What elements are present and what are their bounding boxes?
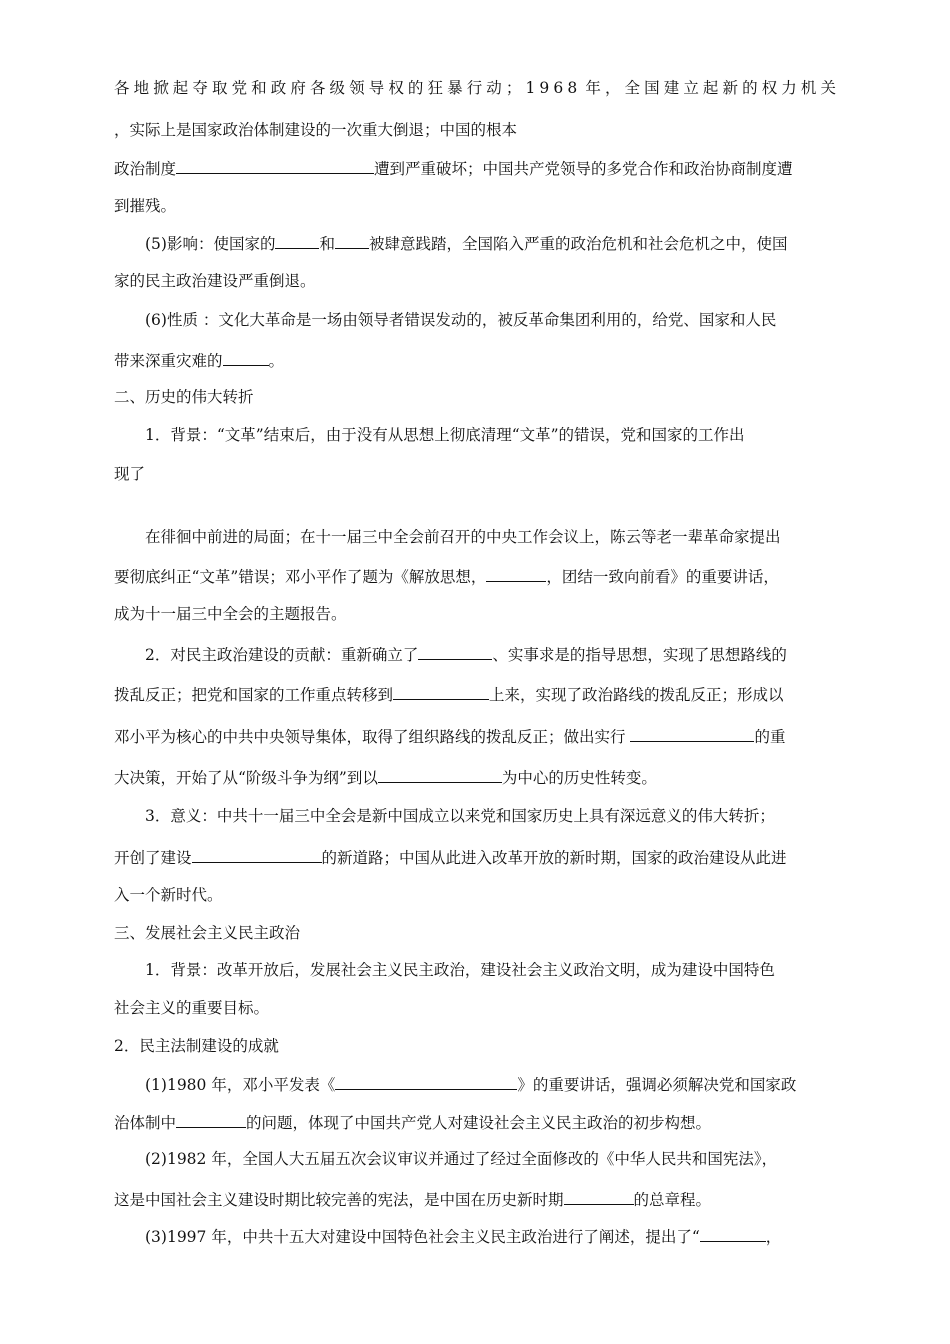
fill-blank[interactable] (275, 232, 319, 249)
fill-blank[interactable] (378, 766, 502, 783)
line-text: 开创了建设 (114, 849, 192, 867)
char: ； (505, 79, 522, 97)
text-line (114, 846, 787, 868)
line-text: 。 (268, 352, 285, 370)
char: 暴 (447, 79, 463, 97)
text-line (114, 885, 223, 905)
text-line (145, 310, 776, 330)
text-line (114, 271, 316, 291)
text-line (145, 232, 788, 254)
line-text: ，团结一致向前看》的重要讲话， (546, 568, 779, 586)
char: 的 (407, 79, 424, 97)
char: 8 (567, 79, 578, 97)
char: 各 (309, 79, 326, 97)
text-line (145, 960, 775, 980)
char: 力 (781, 79, 797, 97)
char: 行 (466, 79, 483, 97)
line-text: 社会主义的重要目标。 (114, 999, 270, 1017)
line-text: 》的重要讲话，强调必须解决党和国家政 (517, 1076, 797, 1094)
line-text: 带来深重灾难的 (114, 352, 223, 370)
fill-blank[interactable] (176, 1111, 246, 1128)
char: 立 (683, 79, 699, 97)
fill-blank[interactable] (335, 232, 369, 249)
text-line (114, 196, 176, 216)
line-text: 现了 (114, 465, 146, 483)
char: 夺 (192, 79, 208, 97)
text-line (114, 604, 347, 624)
text-line (114, 725, 785, 747)
line-text: 1．背景：“文革”结束后，由于没有从思想上彻底清理“文革”的错误，党和国家的工作出 (145, 426, 745, 444)
char: 地 (133, 79, 150, 97)
fill-blank[interactable] (418, 643, 492, 660)
text-line (114, 120, 517, 140)
char: 建 (663, 79, 680, 97)
char: 领 (349, 79, 365, 97)
line-text: (6)性质 ：文化大革命是一场由领导者错误发动的，被反革命集团利用的，给党、国家和人民 (145, 311, 777, 329)
text-line (114, 464, 145, 484)
char: 机 (800, 79, 817, 97)
fill-blank[interactable] (393, 683, 489, 700)
char: 权 (388, 79, 404, 97)
line-text: 在徘徊中前进的局面；在十一届三中全会前召开的中央工作会议上，陈云等老一辈革命家提出 (145, 528, 781, 546)
text-line (114, 683, 784, 705)
line-text: 大决策，开始了从“阶级斗争为纲”到以 (114, 769, 378, 787)
line-text: 上来，实现了政治路线的拨乱反正；形成以 (489, 686, 784, 704)
line-text: 要彻底纠正“文革”错误；邓小平作了题为《解放思想， (114, 568, 487, 586)
char: 动 (486, 79, 502, 97)
line-text: 邓小平为核心的中共中央领导集体，取得了组织路线的拨乱反正；做出实行 (114, 728, 631, 746)
fill-blank[interactable] (223, 349, 269, 366)
char: 狂 (427, 79, 444, 97)
char: 掀 (153, 79, 169, 97)
char: 的 (742, 79, 758, 97)
fill-blank[interactable] (700, 1225, 766, 1242)
line-text: 为中心的历史性转变。 (501, 769, 657, 787)
line-text: 入一个新时代。 (114, 886, 223, 904)
char: 政 (270, 79, 287, 97)
text-line (145, 1225, 781, 1247)
line-text: 、实事求是的指导思想，实现了思想路线的 (492, 646, 787, 664)
line-text: 政治制度 (114, 160, 177, 178)
text-line (145, 643, 787, 665)
line-text: ，实际上是国家政治体制建设的一次重大倒退；中国的根本 (114, 121, 518, 139)
char: 6 (553, 79, 564, 97)
line-text: 3．意义：中共十一届三中全会是新中国成立以来党和国家历史上具有深远意义的伟大转折； (145, 807, 775, 825)
line-text: (2)1982 年，全国人大五届五次会议审议并通过了经过全面修改的《中华人民共和国宪法》， (145, 1150, 778, 1168)
text-line (145, 425, 745, 445)
line-text: 的新道路；中国从此进入改革开放的新时期，国家的政治建设从此进 (321, 849, 787, 867)
char: 9 (539, 79, 550, 97)
fill-blank[interactable] (176, 157, 374, 174)
fill-blank[interactable] (335, 1073, 517, 1090)
text-line (145, 527, 781, 547)
fill-blank[interactable] (564, 1188, 634, 1205)
heading-text: 三、发展社会主义民主政治 (114, 924, 301, 942)
line-text: 的问题，体现了中国共产党人对建设社会主义民主政治的初步构想。 (246, 1114, 712, 1132)
char: 年 (585, 79, 601, 97)
fill-blank[interactable] (192, 846, 322, 863)
line-text: ， (765, 1228, 782, 1246)
char: 新 (722, 79, 739, 97)
line-text: 和 (319, 235, 335, 253)
line-text: (3)1997 年，中共十五大对建设中国特色社会主义民主政治进行了阐述，提出了“ (145, 1228, 700, 1246)
text-line (114, 1111, 711, 1133)
char: 级 (329, 79, 346, 97)
line-text: (5)影响：使国家的 (145, 235, 276, 253)
line-text: (1)1980 年，邓小平发表《 (145, 1076, 336, 1094)
line-text: 家的民主政治建设严重倒退。 (114, 272, 316, 290)
char: 关 (820, 79, 836, 97)
fill-blank[interactable] (630, 725, 754, 742)
section-heading (114, 387, 254, 407)
text-line (145, 806, 775, 826)
text-line (114, 78, 836, 98)
text-line (114, 998, 269, 1018)
line-text: 被肆意践踏，全国陷入严重的政治危机和社会危机之中，使国 (368, 235, 788, 253)
char: 起 (702, 79, 719, 97)
char: 起 (172, 79, 189, 97)
text-line (114, 157, 793, 179)
text-line (114, 766, 657, 788)
char: ， (604, 79, 621, 97)
text-line (145, 1149, 777, 1169)
line-text: 1．背景：改革开放后，发展社会主义民主政治，建设社会主义政治文明，成为建设中国特色 (145, 961, 775, 979)
text-line (114, 349, 284, 371)
char: 各 (114, 79, 130, 97)
line-text: 2．民主法制建设的成就 (114, 1037, 279, 1055)
char: 党 (231, 79, 248, 97)
line-text: 拨乱反正；把党和国家的工作重点转移到 (114, 686, 394, 704)
char: 和 (251, 79, 267, 97)
line-text: 这是中国社会主义建设时期比较完善的宪法，是中国在历史新时期 (114, 1191, 564, 1209)
char: 1 (525, 79, 536, 97)
char: 府 (290, 79, 306, 97)
char: 权 (761, 79, 778, 97)
text-line (114, 1036, 279, 1056)
line-text: 2．对民主政治建设的贡献：重新确立了 (145, 646, 419, 664)
line-text: 治体制中 (114, 1114, 177, 1132)
char: 取 (211, 79, 228, 97)
line-text: 的重 (754, 728, 786, 746)
line-text: 到摧残。 (114, 197, 177, 215)
heading-text: 二、历史的伟大转折 (114, 388, 254, 406)
char: 国 (644, 79, 660, 97)
char: 全 (624, 79, 641, 97)
text-line (114, 565, 779, 587)
char: 导 (368, 79, 385, 97)
text-line (114, 1188, 711, 1210)
line-text: 成为十一届三中全会的主题报告。 (114, 605, 347, 623)
section-heading (114, 923, 300, 943)
fill-blank[interactable] (486, 565, 546, 582)
text-line (145, 1073, 796, 1095)
line-text: 的总章程。 (633, 1191, 712, 1209)
line-text: 遭到严重破坏；中国共产党领导的多党合作和政治协商制度遭 (374, 160, 793, 178)
